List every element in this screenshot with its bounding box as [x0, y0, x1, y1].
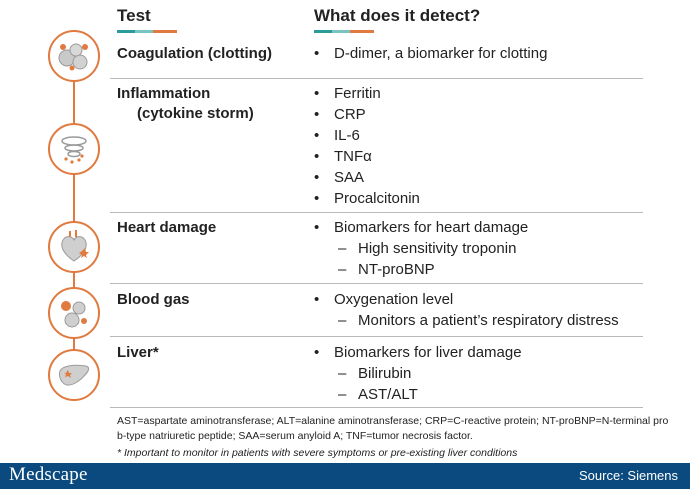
medscape-logo[interactable]: Medscape	[9, 464, 88, 485]
list-subitem: – NT-proBNP	[314, 259, 528, 280]
row-title-heart-damage: Heart damage	[117, 219, 217, 236]
footnote: * Important to monitor in patients with severe symptoms or pre-existing liver conditions	[117, 447, 518, 459]
abbreviations-note: AST=aspartate aminotransferase; ALT=alanine aminotransferase; CRP=C-reactive protein; NT-proBNP=N-terminal pro b-type natriuretic peptide; SAA=serum anyloid A; TNF=tumor necrosis factor.	[117, 415, 669, 442]
row-title-inflammation	[117, 84, 254, 124]
row-separator	[110, 407, 643, 408]
list-item: • Oxygenation level	[314, 289, 619, 310]
list-item: • TNFα	[314, 146, 420, 167]
row-items-heart-damage	[314, 217, 528, 280]
list-subitem: – Bilirubin	[314, 363, 522, 384]
row-separator	[110, 283, 643, 284]
header-test-accent-bar	[117, 30, 177, 33]
row-items-liver	[314, 342, 522, 405]
header-detect-accent-bar	[314, 30, 374, 33]
source-credit: Source: Siemens	[579, 468, 678, 483]
header-what-detects: What does it detect?	[314, 6, 481, 25]
list-item: • Procalcitonin	[314, 188, 420, 209]
row-title-liver: Liver*	[117, 344, 159, 361]
row-items-coagulation	[314, 43, 547, 64]
list-item: • IL-6	[314, 125, 420, 146]
list-item: • D-dimer, a biomarker for clotting	[314, 43, 547, 64]
row-title-inflammation-main: Inflammation	[117, 85, 211, 102]
list-item: • Ferritin	[314, 83, 420, 104]
list-subitem: – AST/ALT	[314, 384, 522, 405]
list-item: • SAA	[314, 167, 420, 188]
row-subtitle-cytokine-storm: (cytokine storm)	[137, 105, 254, 122]
cytokine-storm-icon	[48, 123, 100, 175]
row-title-blood-gas: Blood gas	[117, 291, 190, 308]
list-item: • Biomarkers for liver damage	[314, 342, 522, 363]
footer-bar	[0, 463, 690, 489]
row-separator	[110, 336, 643, 337]
row-items-blood-gas	[314, 289, 619, 331]
list-item: • Biomarkers for heart damage	[314, 217, 528, 238]
row-items-inflammation	[314, 83, 420, 209]
liver-icon	[48, 349, 100, 401]
heart-icon	[48, 221, 100, 273]
blood-cells-icon	[48, 30, 100, 82]
list-item: • CRP	[314, 104, 420, 125]
blood-gas-icon	[48, 287, 100, 339]
header-test: Test	[117, 6, 151, 25]
row-separator	[110, 212, 643, 213]
row-title-coagulation: Coagulation (clotting)	[117, 45, 272, 62]
list-subitem: – Monitors a patient’s respiratory distress	[314, 310, 619, 331]
list-subitem: – High sensitivity troponin	[314, 238, 528, 259]
row-separator	[110, 78, 643, 79]
